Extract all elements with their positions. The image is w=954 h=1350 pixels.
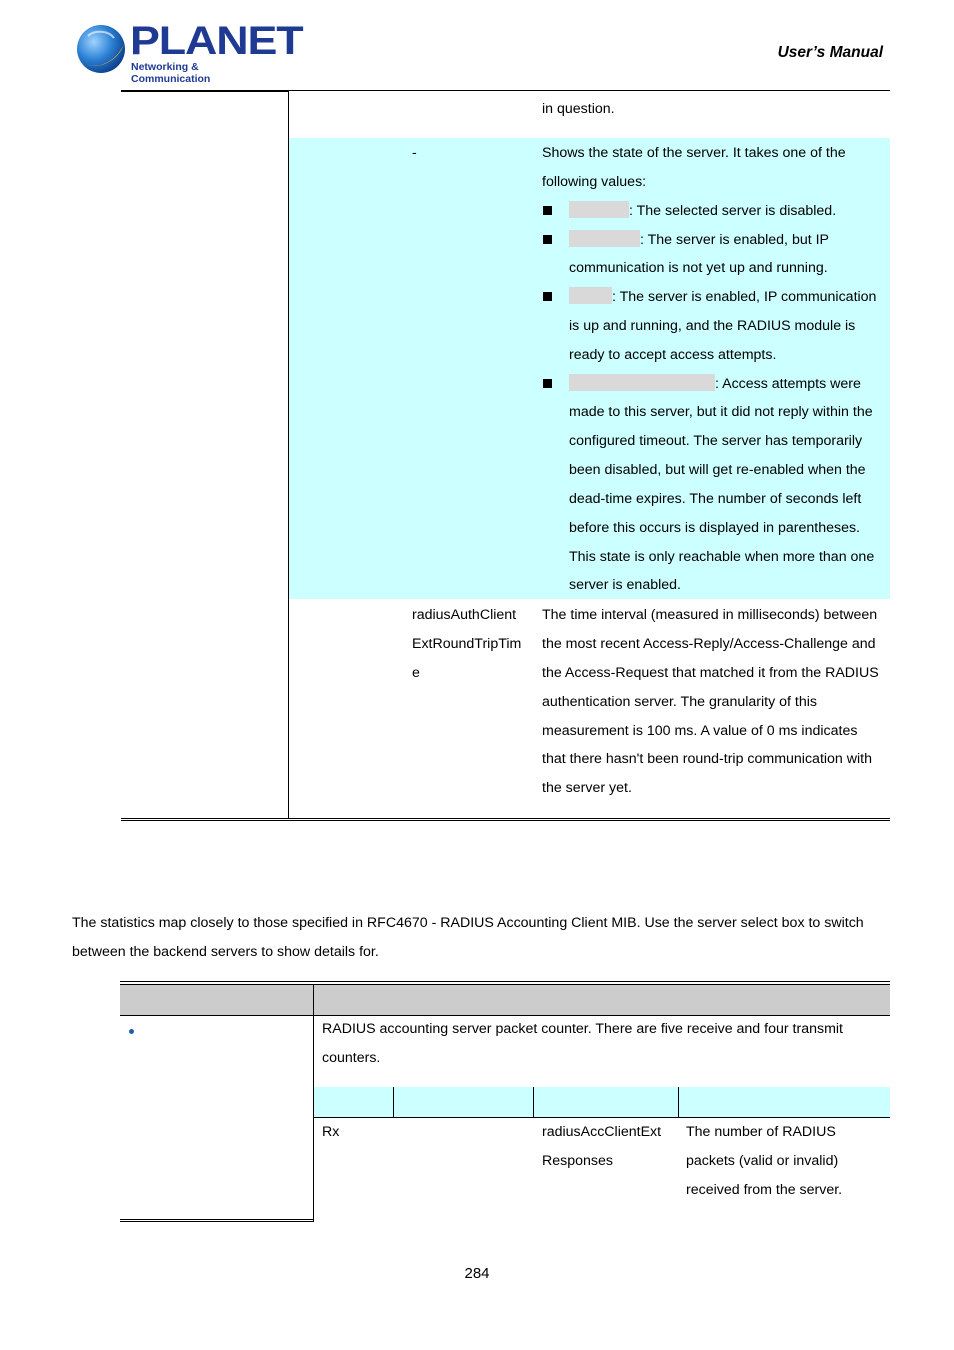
state-item-disabled: : The selected server is disabled. — [569, 197, 836, 226]
state-item-ready-line-3: ready to accept access attempts. — [569, 347, 777, 363]
state-item-dead-line-6: before this occurs is displayed in parentheses. — [569, 520, 861, 536]
page-number: 284 — [464, 1265, 490, 1282]
rtt-mib-line-3: e — [412, 665, 420, 681]
rtt-desc-line-6: that there hasn't been round-trip communication with — [542, 751, 872, 767]
paragraph-line-1: The statistics map closely to those specified in RFC4670 - RADIUS Accounting Client MIB. Use the server select box to switch — [72, 915, 864, 931]
brand-tagline: Networking & Communication — [131, 61, 211, 85]
state-intro-line-1: Shows the state of the server. It takes one of the — [542, 145, 846, 161]
rx-mib-line-2: Responses — [542, 1153, 613, 1169]
state-item-dead: : Access attempts were — [569, 370, 861, 399]
rtt-mib-line-2: ExtRoundTripTim — [412, 636, 522, 652]
state-item-not-ready-line-2: communication is not yet up and running. — [569, 260, 828, 276]
rtt-desc-line-2: the most recent Access-Reply/Access-Challenge and — [542, 636, 876, 652]
state-mib-value: - — [412, 145, 417, 161]
state-item-ready-line-2: is up and running, and the RADIUS module is — [569, 318, 856, 334]
table2-bottom-border — [120, 1219, 314, 1220]
table1-bottom-border — [121, 818, 890, 819]
brand-name: PLANET — [130, 19, 303, 63]
bullet-icon — [543, 235, 552, 244]
state-item-dead-line-8: server is enabled. — [569, 577, 681, 593]
manual-title: User’s Manual — [777, 44, 883, 61]
subtable-col-divider-3 — [678, 1087, 679, 1117]
state-item-dead-line-4: been disabled, but will get re-enabled when the — [569, 462, 866, 478]
globe-icon — [74, 22, 126, 76]
subtable-header-row — [314, 1087, 890, 1117]
rtt-desc-line-7: the server yet. — [542, 780, 632, 796]
table1-top-border-right — [288, 90, 890, 91]
table2-bottom-border-2 — [120, 1221, 314, 1222]
bullet-dot-icon — [129, 1029, 134, 1034]
table1-bottom-border-2 — [121, 820, 890, 821]
rtt-desc-line-4: authentication server. The granularity of this — [542, 694, 817, 710]
state-item-dead-line-5: dead-time expires. The number of seconds left — [569, 491, 862, 507]
subtable-col-divider-2 — [533, 1087, 534, 1117]
state-item-ready: : The server is enabled, IP communication — [569, 283, 876, 312]
table1-top-border-left — [121, 90, 288, 92]
table2-intro-line-1: RADIUS accounting server packet counter. There are five receive and four transmit — [322, 1021, 843, 1037]
table2-intro-line-2: counters. — [322, 1050, 381, 1066]
rx-desc-line-1: The number of RADIUS — [686, 1124, 836, 1140]
table2-header-row — [120, 985, 890, 1015]
state-item-dead-line-3: configured timeout. The server has temporarily — [569, 433, 863, 449]
rtt-mib-line-1: radiusAuthClient — [412, 607, 517, 623]
bullet-icon — [543, 379, 552, 388]
paragraph-line-2: between the backend servers to show details for. — [72, 944, 379, 960]
rx-direction: Rx — [322, 1124, 340, 1140]
rtt-desc-line-3: the Access-Request that matched it from the RADIUS — [542, 665, 879, 681]
rx-mib-line-1: radiusAccClientExt — [542, 1124, 662, 1140]
rtt-desc-line-1: The time interval (measured in milliseconds) between — [542, 607, 878, 623]
subtable-col-divider-1 — [393, 1087, 394, 1117]
state-item-not-ready: : The server is enabled, but IP — [569, 226, 829, 255]
bullet-icon — [543, 206, 552, 215]
rx-desc-line-2: packets (valid or invalid) — [686, 1153, 839, 1169]
state-intro-line-2: following values: — [542, 174, 647, 190]
rtt-desc-line-5: measurement is 100 ms. A value of 0 ms indicates — [542, 723, 858, 739]
state-item-dead-line-2: made to this server, but it did not reply within the — [569, 404, 873, 420]
rx-desc-line-3: received from the server. — [686, 1182, 843, 1198]
state-item-dead-line-7: This state is only reachable when more than one — [569, 549, 875, 565]
table2-top-border — [120, 981, 890, 982]
planet-logo — [74, 19, 303, 85]
row-text-in-question: in question. — [542, 101, 615, 117]
bullet-icon — [543, 292, 552, 301]
